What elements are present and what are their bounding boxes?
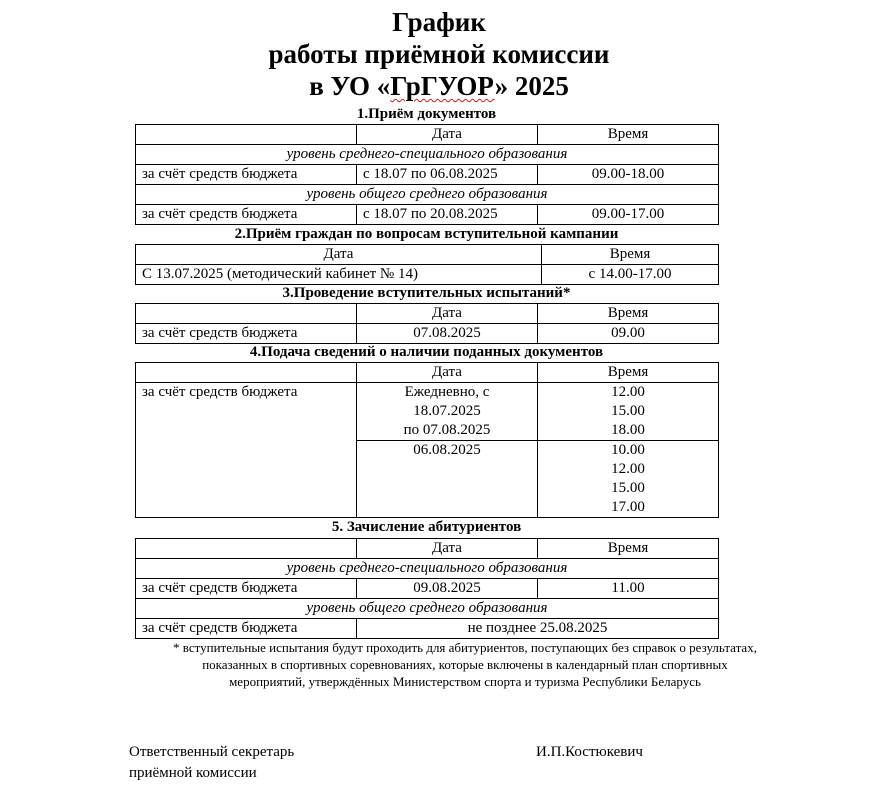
date-cell: не позднее 25.08.2025 [357, 619, 719, 639]
title-line-3-prefix: в УО « [309, 71, 391, 101]
column-header-time: Время [538, 539, 719, 559]
section-2-table [135, 244, 719, 285]
title-line-3-suffix: » 2025 [494, 71, 569, 101]
time-cell [538, 383, 719, 441]
date-cell: 06.08.2025 [357, 441, 538, 518]
column-header-time: Время [538, 363, 719, 383]
table-row [136, 145, 719, 165]
date-line: Ежедневно, с [404, 384, 490, 400]
signature-position [129, 742, 294, 784]
column-header-date: Дата [357, 125, 538, 145]
section-3-heading: 3.Проведение вступительных испытаний* [282, 285, 571, 301]
table-row [136, 165, 719, 185]
column-header-date: Дата [136, 245, 542, 265]
time-line: 12.00 [611, 461, 645, 477]
column-header-date: Дата [357, 363, 538, 383]
date-cell: с 18.07 по 06.08.2025 [357, 165, 538, 185]
table-header-row [136, 125, 719, 145]
date-cell: с 18.07 по 20.08.2025 [357, 205, 538, 225]
level-label-sso: уровень среднего-специального образования [136, 559, 719, 579]
date-cell: 07.08.2025 [357, 324, 538, 344]
table-row [136, 265, 719, 285]
section-2-heading: 2.Приём граждан по вопросам вступительной кампании [234, 226, 619, 242]
signature-position-line-1: Ответственный секретарь [129, 744, 295, 760]
table-header-row [136, 363, 719, 383]
title-line-2: работы приёмной комиссии [268, 39, 610, 69]
table-cell [136, 539, 357, 559]
time-cell: с 14.00-17.00 [542, 265, 719, 285]
time-line: 15.00 [611, 403, 645, 419]
title-line-3 [0, 70, 878, 102]
funding-label: за счёт средств бюджета [136, 205, 357, 225]
date-cell: С 13.07.2025 (методический кабинет № 14) [136, 265, 542, 285]
column-header-date: Дата [357, 304, 538, 324]
date-line: 18.07.2025 [413, 403, 481, 419]
time-cell: 11.00 [538, 579, 719, 599]
time-cell: 09.00-18.00 [538, 165, 719, 185]
table-header-row [136, 539, 719, 559]
funding-label: за счёт средств бюджета [136, 324, 357, 344]
section-1-heading: 1.Приём документов [356, 106, 497, 122]
level-label-oso: уровень общего среднего образования [136, 599, 719, 619]
time-line: 15.00 [611, 480, 645, 496]
funding-label: за счёт средств бюджета [136, 165, 357, 185]
table-row [136, 619, 719, 639]
time-line: 18.00 [611, 422, 645, 438]
section-5-table [135, 538, 719, 639]
footnote: * вступительные испытания будут проходить для абитуриентов, поступающих без справок о результатах, показанных в спортивных соревнованиях, которые включены в календарный план спортивных мероприятий, утверждённых Министерством спорта и туризма Республики Беларусь [173, 640, 757, 689]
column-header-time: Время [538, 125, 719, 145]
date-cell: 09.08.2025 [357, 579, 538, 599]
table-cell [136, 125, 357, 145]
table-header-row [136, 304, 719, 324]
time-cell: 09.00 [538, 324, 719, 344]
table-cell [136, 363, 357, 383]
spellcheck-underlined-abbr: ГрГУОР [390, 71, 495, 101]
column-header-date: Дата [357, 539, 538, 559]
table-header-row [136, 245, 719, 265]
signature-name: И.П.Костюкевич [536, 744, 643, 760]
section-4-table [135, 362, 719, 518]
table-row [136, 599, 719, 619]
time-line: 10.00 [611, 442, 645, 458]
signature-position-line-2: приёмной комиссии [129, 765, 257, 781]
funding-label: за счёт средств бюджета [136, 383, 357, 518]
date-line: по 07.08.2025 [403, 422, 491, 438]
section-4-heading: 4.Подача сведений о наличии поданных документов [249, 344, 604, 360]
table-row [136, 205, 719, 225]
level-label-oso: уровень общего среднего образования [136, 185, 719, 205]
table-row [136, 185, 719, 205]
title-line-1: График [392, 7, 486, 37]
table-row [136, 383, 719, 441]
section-5-heading: 5. Зачисление абитуриентов [331, 519, 522, 535]
document-title [0, 6, 878, 102]
table-row [136, 559, 719, 579]
level-label-sso: уровень среднего-специального образования [136, 145, 719, 165]
time-line: 12.00 [611, 384, 645, 400]
section-3-table [135, 303, 719, 344]
section-1-table [135, 124, 719, 225]
funding-label: за счёт средств бюджета [136, 579, 357, 599]
time-cell [538, 441, 719, 518]
funding-label: за счёт средств бюджета [136, 619, 357, 639]
table-row [136, 324, 719, 344]
date-cell [357, 383, 538, 441]
time-cell: 09.00-17.00 [538, 205, 719, 225]
time-line: 17.00 [611, 499, 645, 515]
column-header-time: Время [542, 245, 719, 265]
column-header-time: Время [538, 304, 719, 324]
table-cell [136, 304, 357, 324]
table-row [136, 579, 719, 599]
